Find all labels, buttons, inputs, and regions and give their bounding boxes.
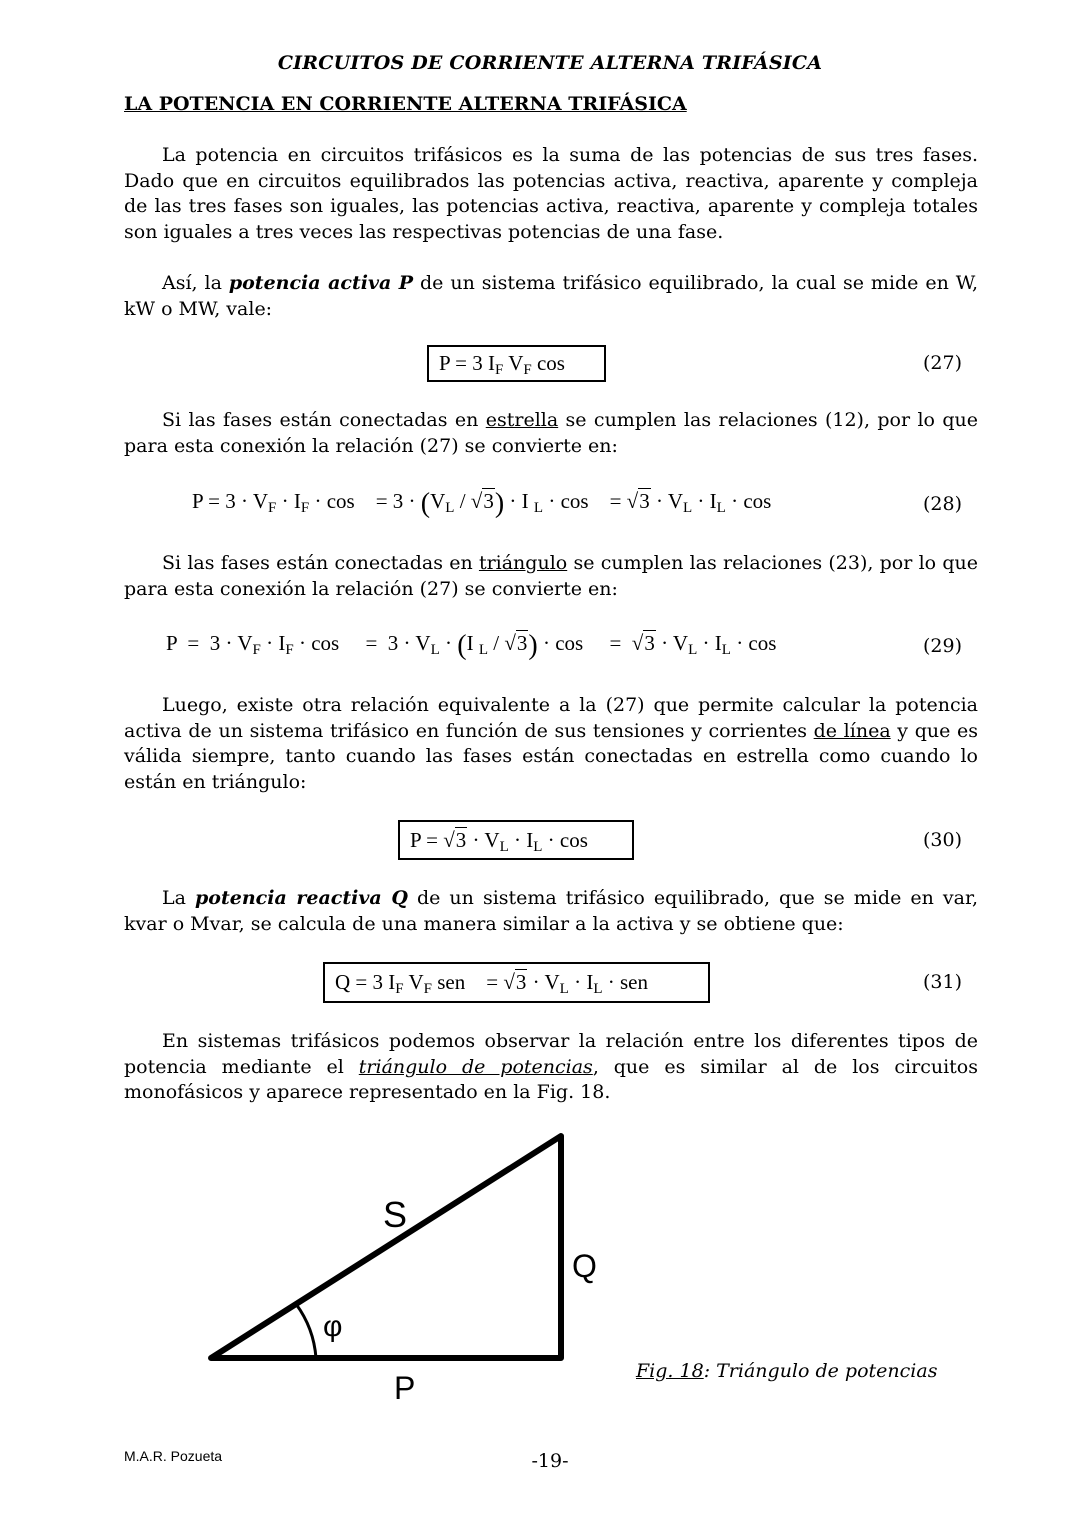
paragraph-text: La potencia en circuitos trifásicos es la suma de las potencias de sus tres fases. Dado que en circuitos equilibrados las potencias activa, reactiva, aparente y compleja de las tres fases son iguales, las potencias activa, reactiva, aparente y compleja totales son iguales a tres veces las respectivas potencias de una fase.: [124, 144, 978, 243]
equation-number: (30): [923, 829, 963, 851]
text: de un sistema trifásico equilibrado, que se mide en var, kvar o Mvar, se calcula de una manera similar a la activa y se obtiene que:: [124, 887, 979, 935]
text: y que es válida siempre, tanto cuando las fases están conectadas en estrella como cuando lo están en triángulo:: [124, 719, 978, 793]
term-power-triangle: triángulo de potencias: [358, 1055, 593, 1078]
text: se cumplen las relaciones (23), por lo que para esta conexión la relación (27) se convierte en:: [124, 552, 978, 600]
label-s: S: [383, 1194, 408, 1235]
text: de un sistema trifásico equilibrado, la cual se mide en W, kW o MW, vale:: [124, 272, 978, 320]
figure-caption: [636, 1360, 937, 1382]
term-de-linea: de línea: [813, 719, 891, 742]
term-triangulo: triángulo: [478, 552, 568, 574]
page-header: CIRCUITOS DE CORRIENTE ALTERNA TRIFÁSICA: [277, 52, 823, 74]
equation-number: (31): [923, 971, 963, 993]
text: Luego, existe otra relación equivalente a la (27) que permite calcular la potencia activa de un sistema trifásico en función de sus tensiones y corrientes: [124, 694, 978, 742]
equation-number: (27): [923, 352, 963, 374]
text: se cumplen las relaciones (12), por lo que para esta conexión la relación (27) se convierte en:: [124, 409, 978, 457]
text: Si las fases están conectadas en: [162, 409, 486, 431]
figure-caption-text: : Triángulo de potencias: [703, 1360, 938, 1382]
footer-author: M.A.R. Pozueta: [124, 1448, 223, 1464]
equation-number: (28): [923, 493, 963, 515]
text: La: [162, 887, 196, 909]
term-estrella: estrella: [485, 409, 559, 431]
page-number: -19-: [531, 1450, 569, 1472]
angle-arc: [296, 1304, 316, 1358]
text: En sistemas trifásicos podemos observar la relación entre los diferentes tipos de potencia mediante el: [124, 1030, 978, 1078]
figure-ref: Fig. 18: [636, 1360, 704, 1382]
text: , que es similar al de los circuitos monofásicos y aparece representado en la Fig. 18.: [124, 1055, 978, 1103]
equation-27: P = 3 $I_F$ $V_F$ cos: [427, 345, 606, 382]
term-active-power: potencia activa P: [228, 272, 414, 294]
equation-28: $P = 3 \cdot V_F \cdot I_F \cdot \cos$ = $3 \cdot (V_L / √3) \cdot I$ $_L$ · cos = $√3 \cdot V_L \cdot I_L \cdot \cos$: [192, 488, 772, 519]
section-title: LA POTENCIA EN CORRIENTE ALTERNA TRIFÁSICA: [124, 93, 687, 115]
label-p: P: [394, 1370, 416, 1406]
text: Así, la: [162, 272, 229, 294]
text: Si las fases están conectadas en: [162, 552, 479, 574]
triangle-outline: [211, 1136, 561, 1358]
label-phi: φ: [323, 1310, 343, 1343]
equation-29: $P = 3 \cdot V_F \cdot I_F \cdot \cos$ = $3 \cdot V_L \cdot (I$ $_L$ / √3) · cos = $√3 \cdot V_L \cdot I_L \cdot \cos$: [166, 630, 777, 661]
equation-31: Q = 3 $I_F$ $V_F$ sen = $√3 \cdot V_L \cdot I_L$ · sen: [323, 962, 710, 1003]
equation-30: $P = √3 \cdot V_L \cdot I_L \cdot \cos$: [398, 820, 634, 860]
equation-number: (29): [923, 635, 963, 657]
term-reactive-power: potencia reactiva Q: [195, 887, 408, 909]
label-q: Q: [572, 1248, 597, 1284]
